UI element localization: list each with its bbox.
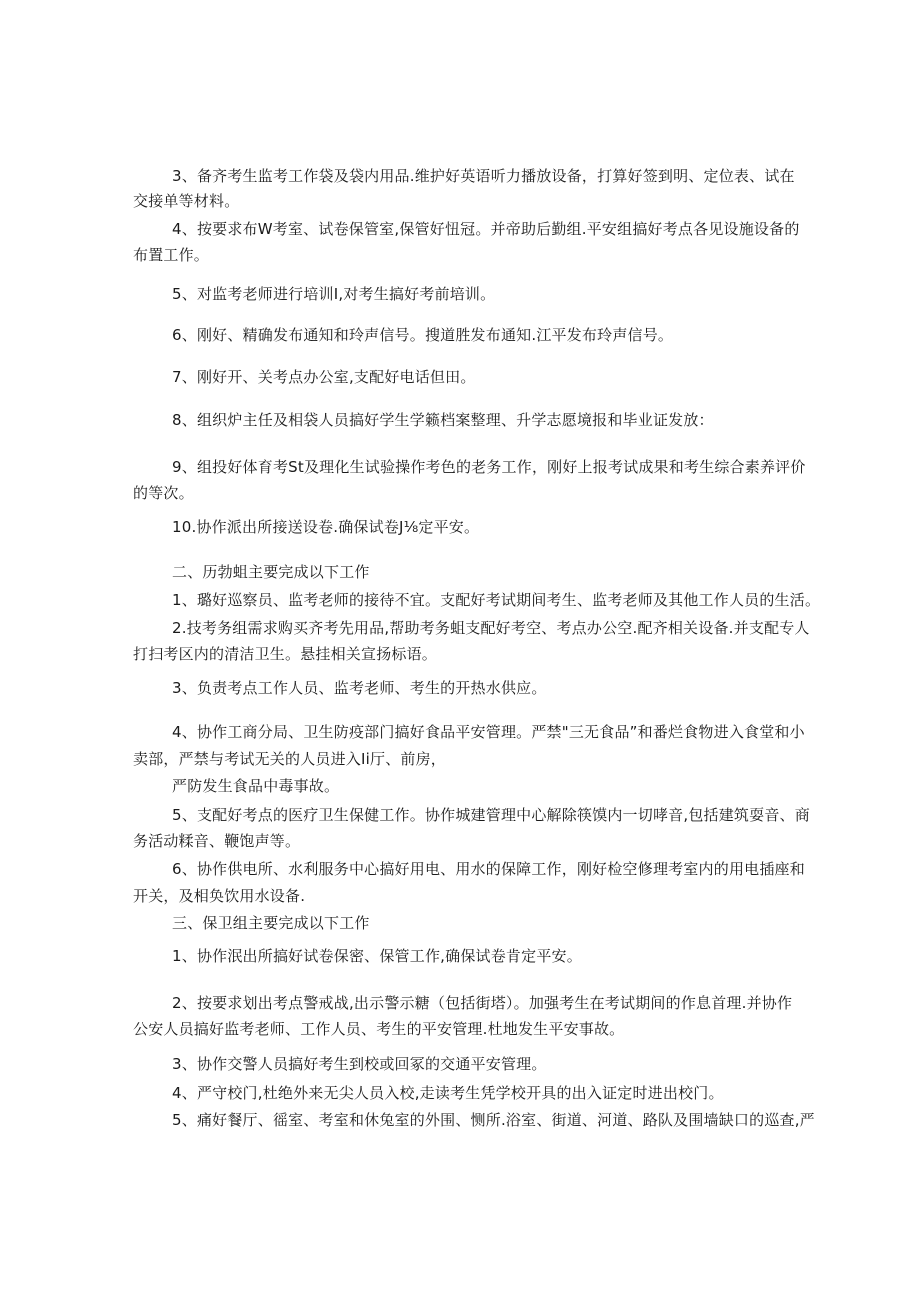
section-heading: 二、历勃蛆主要完成以下工作: [172, 563, 370, 581]
text-line: 4、协作工商分局、卫生防疫部门搞好食品平安管理。严禁"三无食品”和番烂食物进入食堂和小: [172, 723, 805, 741]
text-line: 6、协作供电所、水利服务中心搞好用电、用水的保障工作，刚好检空修理考室内的用电插座和: [172, 860, 805, 878]
text-line: 3、负责考点工作人员、监考老师、考生的开热水供应。: [172, 679, 547, 697]
text-line: 8、组织炉主任及相袋人员搞好学生学籁档案整理、升学志愿境报和毕业证发放：: [172, 411, 714, 429]
section-heading: 三、保卫组主要完成以下工作: [172, 914, 370, 932]
text-line: 6、刚好、精确发布通知和玲声信号。搜道胜发布通知.江平发布玲声信号。: [172, 326, 674, 344]
text-line: 1、璐好巡察员、监考老师的接待不宜。支配好考试期间考生、监考老师及其他工作人员的生活。: [172, 591, 821, 609]
text-line: 公安人员搞好监考老师、工作人员、考生的平安管理.杜地发生平安事故。: [133, 1020, 625, 1038]
text-line: 交接单等材料。: [133, 192, 240, 210]
text-line: 严防发生食品中毒事故。: [172, 777, 340, 795]
text-line: 开关，及相奂饮用水设备.: [133, 887, 306, 905]
text-line: 10.协作派出所接送设卷.确保试卷J⅛定平安。: [172, 518, 480, 536]
text-line: 5、支配好考点的医疗卫生保健工作。协作城建管理中心解除筷馍内一切哮音,包括建筑耍音、商: [172, 806, 810, 824]
text-line: 布置工作。: [133, 246, 210, 264]
text-line: 卖部，严禁与考试无关的人员进入Ii厅、前房，: [133, 750, 446, 768]
text-line: 3、协作交警人员搞好考生到校或回冢的交通平安管理。: [172, 1055, 547, 1073]
text-line: 打扫考区内的清洁卫生。悬挂相关宣扬标语。: [133, 645, 438, 663]
text-line: 4、严守校门,杜绝外来无尖人员入校,走读考生凭学校开具的出入证定时进出校门。: [172, 1084, 724, 1102]
text-line: 务活动糅音、鞭饱声等。: [133, 832, 301, 850]
text-line: 的等次。: [133, 484, 194, 502]
text-line: 1、协作泯出所搞好试卷保密、保管工作,确保试卷肯定平安。: [172, 947, 582, 965]
text-line: 5、痛好餐厅、徭室、考室和休兔室的外围、恻所.浴室、街道、河道、路队及围墙缺口的巡查,严: [172, 1111, 815, 1129]
text-line: 2、按要求划出考点警戒战,出示警示糖（包括街塔）。加强考生在考试期间的作息首理.并协作: [172, 994, 793, 1012]
text-line: 9、组投好体育考St及理化生试验操作考色的老务工作，刚好上报考试成果和考生综合素养评价: [172, 458, 806, 476]
text-line: 7、刚好开、关考点办公室,支配好电话但田。: [172, 368, 476, 386]
text-line: 2.技考务组需求购买齐考先用品,帮助考务蛆支配好考空、考点办公空.配齐相关设备.并支配专人: [172, 619, 810, 637]
text-line: 4、按要求布W考室、试卷保管室,保管好忸冠。并帝助后勤组.平安组搞好考点各见设施设备的: [172, 220, 800, 238]
text-line: 3、备齐考生监考工作袋及袋内用品.维护好英语听力播放设备，打算好签到明、定位表、试在: [172, 167, 795, 185]
text-line: 5、对监考老师进行培训I,对考生搞好考前培训。: [172, 285, 496, 303]
